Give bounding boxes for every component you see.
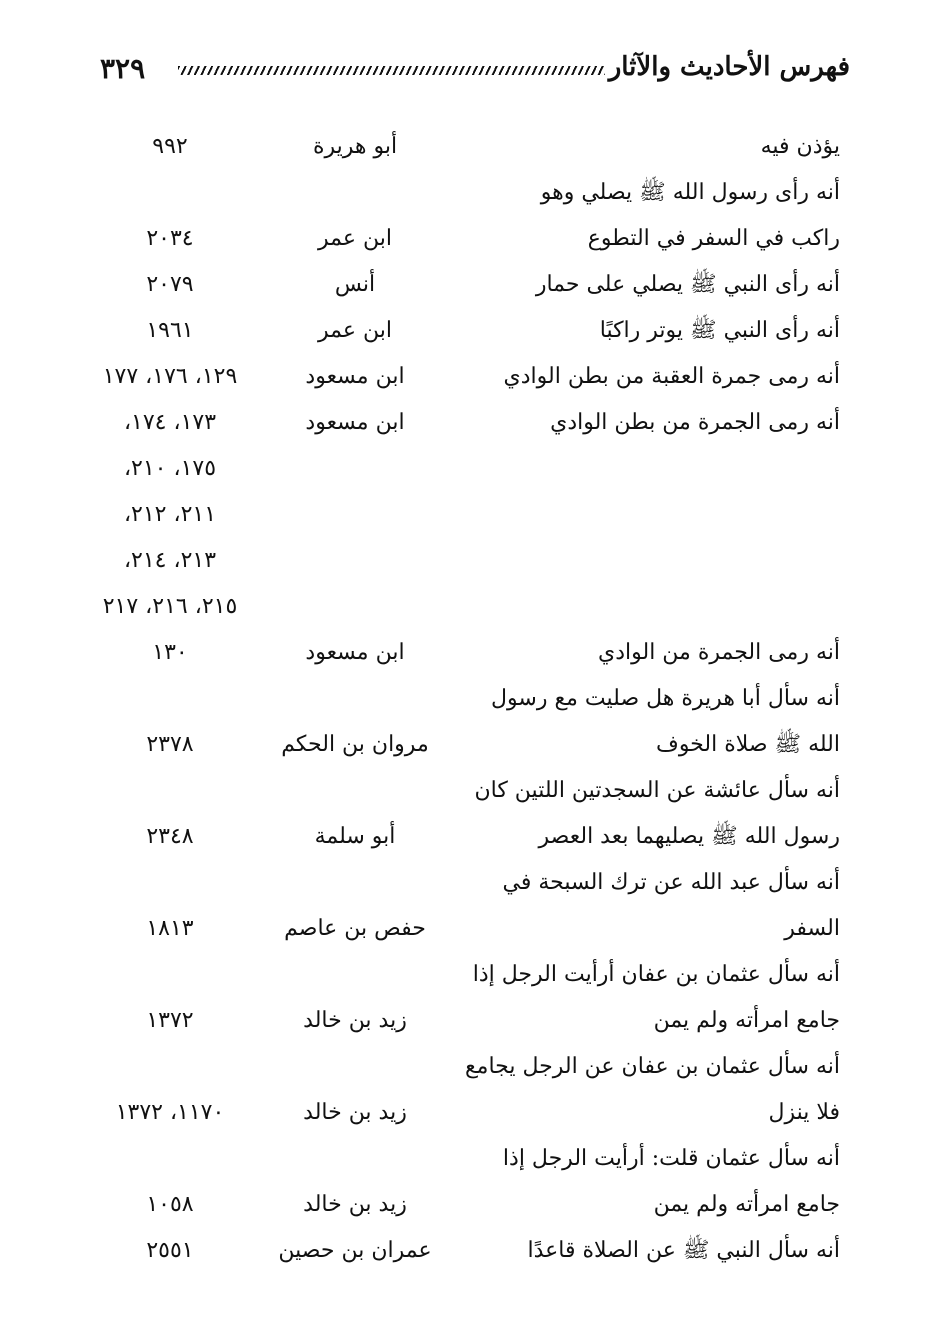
hadith-text: راكب في السفر في التطوع xyxy=(587,226,840,251)
index-row xyxy=(0,998,935,1044)
hadith-text: أنه سأل عائشة عن السجدتين اللتين كان xyxy=(474,778,840,803)
index-row xyxy=(0,216,935,262)
hadith-numbers: ١١٧٠، ١٣٧٢ xyxy=(115,1100,225,1125)
hadith-numbers: ١٣٧٢ xyxy=(146,1008,194,1033)
hadith-numbers: ٢٣٤٨ xyxy=(146,824,194,849)
hadith-text: أنه سأل عثمان بن عفان أرأيت الرجل إذا xyxy=(472,962,840,987)
narrator: أنس xyxy=(334,272,376,297)
header-rule xyxy=(178,66,605,75)
index-row xyxy=(0,1228,935,1274)
index-row xyxy=(0,676,935,722)
narrator: ابن مسعود xyxy=(305,640,405,665)
hadith-text: جامع امرأته ولم يمن xyxy=(653,1192,840,1217)
running-title: فهرس الأحاديث والآثار xyxy=(608,52,850,82)
hadith-text: جامع امرأته ولم يمن xyxy=(653,1008,840,1033)
page-header xyxy=(90,52,850,92)
hadith-text: يؤذن فيه xyxy=(760,134,840,159)
index-row xyxy=(0,492,935,538)
hadith-numbers: ١٧٥، ٢١٠، xyxy=(123,456,217,481)
hadith-text: أنه سأل أبا هريرة هل صليت مع رسول xyxy=(491,686,840,711)
hadith-index xyxy=(0,124,935,1274)
hadith-text: أنه سأل عثمان بن عفان عن الرجل يجامع xyxy=(464,1054,840,1079)
index-row xyxy=(0,1090,935,1136)
narrator: زيد بن خالد xyxy=(303,1192,407,1217)
narrator: مروان بن الحكم xyxy=(281,732,429,757)
hadith-numbers: ١٠٥٨ xyxy=(146,1192,194,1217)
index-row xyxy=(0,1182,935,1228)
hadith-text: أنه رمى الجمرة من الوادي xyxy=(598,640,840,665)
index-row xyxy=(0,1044,935,1090)
index-row xyxy=(0,768,935,814)
hadith-numbers: ٢٠٧٩ xyxy=(146,272,194,297)
hadith-numbers: ١٨١٣ xyxy=(146,916,194,941)
hadith-numbers: ١٢٩، ١٧٦، ١٧٧ xyxy=(102,364,238,389)
hadith-numbers: ٢١٥، ٢١٦، ٢١٧ xyxy=(102,594,238,619)
narrator: زيد بن خالد xyxy=(303,1008,407,1033)
hadith-numbers: ٩٩٢ xyxy=(152,134,188,159)
hadith-numbers: ١٣٠ xyxy=(152,640,188,665)
hadith-text: رسول الله ﷺ يصليهما بعد العصر xyxy=(538,824,840,849)
hadith-text: أنه رأى النبي ﷺ يوتر راكبًا xyxy=(599,318,840,343)
narrator: ابن عمر xyxy=(318,226,392,251)
index-row xyxy=(0,170,935,216)
hadith-text: السفر xyxy=(784,916,840,941)
index-row xyxy=(0,308,935,354)
hadith-text: الله ﷺ صلاة الخوف xyxy=(656,732,840,757)
index-row xyxy=(0,722,935,768)
index-row xyxy=(0,630,935,676)
narrator: ابن مسعود xyxy=(305,410,405,435)
index-row xyxy=(0,400,935,446)
index-row xyxy=(0,952,935,998)
hadith-numbers: ١٩٦١ xyxy=(146,318,194,343)
hadith-text: أنه رمى جمرة العقبة من بطن الوادي xyxy=(503,364,840,389)
narrator: حفص بن عاصم xyxy=(284,916,426,941)
hadith-numbers: ٢٥٥١ xyxy=(146,1238,194,1263)
narrator: زيد بن خالد xyxy=(303,1100,407,1125)
narrator: أبو سلمة xyxy=(314,824,396,849)
hadith-text: أنه سأل عبد الله عن ترك السبحة في xyxy=(502,870,840,895)
index-row xyxy=(0,814,935,860)
index-row xyxy=(0,1136,935,1182)
hadith-numbers: ٢٣٧٨ xyxy=(146,732,194,757)
index-row xyxy=(0,584,935,630)
index-row xyxy=(0,538,935,584)
narrator: ابن مسعود xyxy=(305,364,405,389)
index-row xyxy=(0,262,935,308)
index-row xyxy=(0,354,935,400)
hadith-numbers: ٢١٣، ٢١٤، xyxy=(123,548,217,573)
index-row xyxy=(0,860,935,906)
hadith-text: فلا ينزل xyxy=(768,1100,840,1125)
narrator: أبو هريرة xyxy=(312,134,398,159)
narrator: عمران بن حصين xyxy=(278,1238,432,1263)
hadith-text: أنه سأل النبي ﷺ عن الصلاة قاعدًا xyxy=(527,1238,840,1263)
hadith-text: أنه سأل عثمان قلت: أرأيت الرجل إذا xyxy=(502,1146,840,1171)
narrator: ابن عمر xyxy=(318,318,392,343)
page-number: ٣٢٩ xyxy=(100,52,146,85)
hadith-text: أنه رأى النبي ﷺ يصلي على حمار xyxy=(535,272,840,297)
hadith-numbers: ٢٠٣٤ xyxy=(146,226,194,251)
index-row xyxy=(0,906,935,952)
hadith-numbers: ١٧٣، ١٧٤، xyxy=(123,410,217,435)
hadith-text: أنه رأى رسول الله ﷺ يصلي وهو xyxy=(540,180,840,205)
hadith-text: أنه رمى الجمرة من بطن الوادي xyxy=(550,410,840,435)
index-row xyxy=(0,446,935,492)
index-row xyxy=(0,124,935,170)
hadith-numbers: ٢١١، ٢١٢، xyxy=(123,502,217,527)
